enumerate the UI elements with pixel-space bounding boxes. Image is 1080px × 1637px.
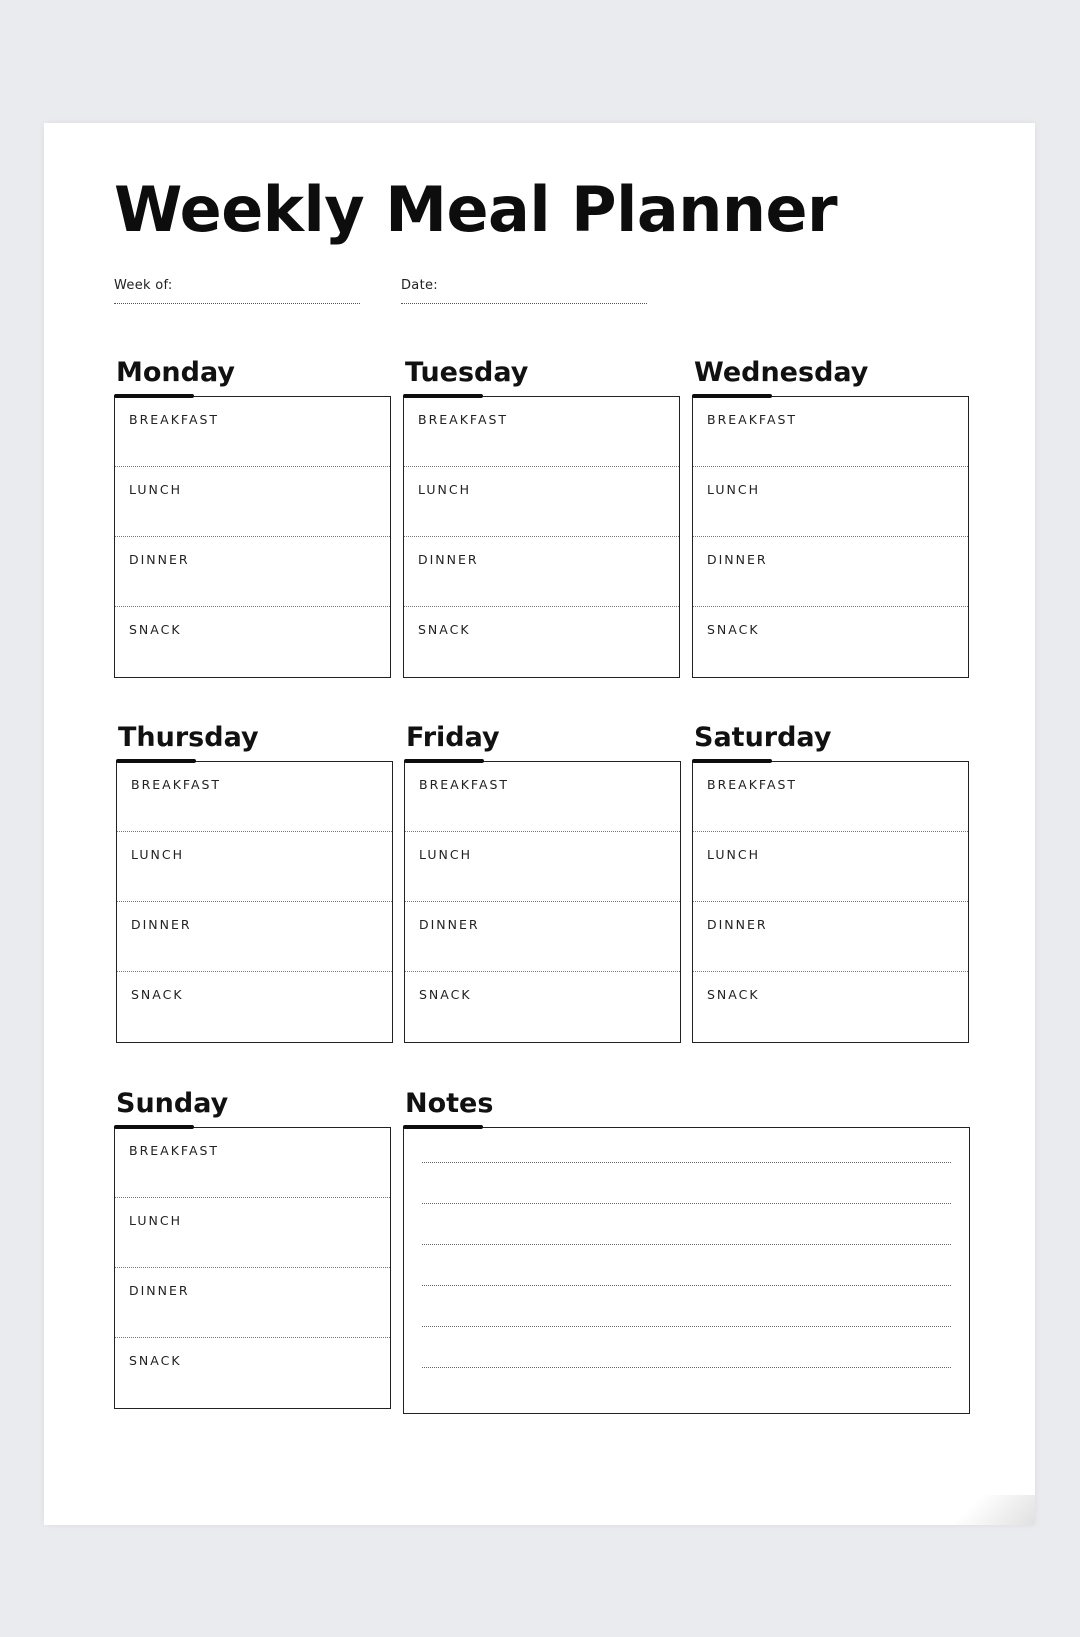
meal-snack[interactable] <box>693 607 968 677</box>
day-name-thursday: Thursday <box>118 722 259 753</box>
day-card-thursday <box>116 721 393 1043</box>
box-accent <box>403 394 483 398</box>
day-card-saturday <box>692 721 969 1043</box>
meal-label-breakfast: BREAKFAST <box>129 1143 220 1158</box>
meal-label-breakfast: BREAKFAST <box>707 777 798 792</box>
meal-label-dinner: DINNER <box>129 1283 190 1298</box>
day-card-friday <box>404 721 681 1043</box>
meal-dinner[interactable] <box>693 537 968 607</box>
meal-dinner[interactable] <box>115 537 390 607</box>
planner-sheet <box>44 123 1035 1525</box>
meal-label-breakfast: BREAKFAST <box>418 412 509 427</box>
notes-box[interactable] <box>403 1127 970 1414</box>
note-line[interactable] <box>422 1244 951 1285</box>
meal-label-snack: SNACK <box>707 987 760 1002</box>
meal-breakfast[interactable] <box>405 762 680 832</box>
day-card-monday <box>114 356 391 678</box>
meal-label-dinner: DINNER <box>707 917 768 932</box>
note-line[interactable] <box>422 1367 951 1408</box>
meal-label-lunch: LUNCH <box>131 847 184 862</box>
meal-label-breakfast: BREAKFAST <box>707 412 798 427</box>
week-of-field[interactable] <box>114 278 360 304</box>
meal-breakfast[interactable] <box>693 397 968 467</box>
week-of-line <box>114 303 360 304</box>
meal-box-sunday <box>114 1127 391 1409</box>
meal-label-lunch: LUNCH <box>418 482 471 497</box>
meal-label-snack: SNACK <box>419 987 472 1002</box>
week-of-label: Week of: <box>114 278 173 293</box>
meal-label-lunch: LUNCH <box>129 482 182 497</box>
meal-dinner[interactable] <box>117 902 392 972</box>
meal-label-dinner: DINNER <box>129 552 190 567</box>
box-accent <box>692 394 772 398</box>
meal-box-friday <box>404 761 681 1043</box>
meal-box-thursday <box>116 761 393 1043</box>
day-name-monday: Monday <box>116 357 235 388</box>
meal-breakfast[interactable] <box>115 397 390 467</box>
meal-snack[interactable] <box>117 972 392 1042</box>
page-curl-shadow <box>925 1495 1035 1525</box>
meal-dinner[interactable] <box>405 902 680 972</box>
meal-lunch[interactable] <box>693 832 968 902</box>
meal-label-lunch: LUNCH <box>419 847 472 862</box>
meal-snack[interactable] <box>405 972 680 1042</box>
meal-label-snack: SNACK <box>129 622 182 637</box>
meal-lunch[interactable] <box>115 467 390 537</box>
meal-label-dinner: DINNER <box>707 552 768 567</box>
meal-dinner[interactable] <box>404 537 679 607</box>
meal-breakfast[interactable] <box>115 1128 390 1198</box>
box-accent <box>692 759 772 763</box>
meal-label-breakfast: BREAKFAST <box>129 412 220 427</box>
meal-snack[interactable] <box>693 972 968 1042</box>
meal-breakfast[interactable] <box>117 762 392 832</box>
note-line[interactable] <box>422 1162 951 1203</box>
meal-lunch[interactable] <box>404 467 679 537</box>
day-name-sunday: Sunday <box>116 1088 229 1119</box>
meal-dinner[interactable] <box>115 1268 390 1338</box>
date-line <box>401 303 647 304</box>
note-line[interactable] <box>422 1203 951 1244</box>
note-lines <box>422 1162 951 1408</box>
notes-heading: Notes <box>405 1088 494 1119</box>
meal-label-lunch: LUNCH <box>707 482 760 497</box>
box-accent <box>116 759 196 763</box>
meal-label-snack: SNACK <box>418 622 471 637</box>
day-name-friday: Friday <box>406 722 500 753</box>
meal-lunch[interactable] <box>115 1198 390 1268</box>
meal-label-dinner: DINNER <box>418 552 479 567</box>
day-card-sunday <box>114 1087 391 1409</box>
meal-label-dinner: DINNER <box>419 917 480 932</box>
meal-lunch[interactable] <box>117 832 392 902</box>
meal-box-saturday <box>692 761 969 1043</box>
meal-snack[interactable] <box>115 607 390 677</box>
notes-section <box>403 1087 970 1414</box>
day-card-tuesday <box>403 356 680 678</box>
day-name-wednesday: Wednesday <box>694 357 869 388</box>
meal-label-breakfast: BREAKFAST <box>419 777 510 792</box>
date-label: Date: <box>401 278 438 293</box>
meal-dinner[interactable] <box>693 902 968 972</box>
day-name-tuesday: Tuesday <box>405 357 529 388</box>
meal-label-lunch: LUNCH <box>707 847 760 862</box>
meal-label-lunch: LUNCH <box>129 1213 182 1228</box>
meal-lunch[interactable] <box>693 467 968 537</box>
note-line[interactable] <box>422 1285 951 1326</box>
box-accent <box>114 394 194 398</box>
box-accent <box>403 1125 483 1129</box>
meal-label-breakfast: BREAKFAST <box>131 777 222 792</box>
meal-label-snack: SNACK <box>707 622 760 637</box>
meal-lunch[interactable] <box>405 832 680 902</box>
meal-label-dinner: DINNER <box>131 917 192 932</box>
meal-snack[interactable] <box>404 607 679 677</box>
box-accent <box>114 1125 194 1129</box>
meal-breakfast[interactable] <box>693 762 968 832</box>
meal-box-monday <box>114 396 391 678</box>
date-field[interactable] <box>401 278 647 304</box>
day-name-saturday: Saturday <box>694 722 832 753</box>
note-line[interactable] <box>422 1326 951 1367</box>
meal-box-tuesday <box>403 396 680 678</box>
day-card-wednesday <box>692 356 969 678</box>
meal-breakfast[interactable] <box>404 397 679 467</box>
meal-label-snack: SNACK <box>129 1353 182 1368</box>
meal-snack[interactable] <box>115 1338 390 1408</box>
meal-label-snack: SNACK <box>131 987 184 1002</box>
meal-box-wednesday <box>692 396 969 678</box>
page-title: Weekly Meal Planner <box>114 173 838 246</box>
box-accent <box>404 759 484 763</box>
